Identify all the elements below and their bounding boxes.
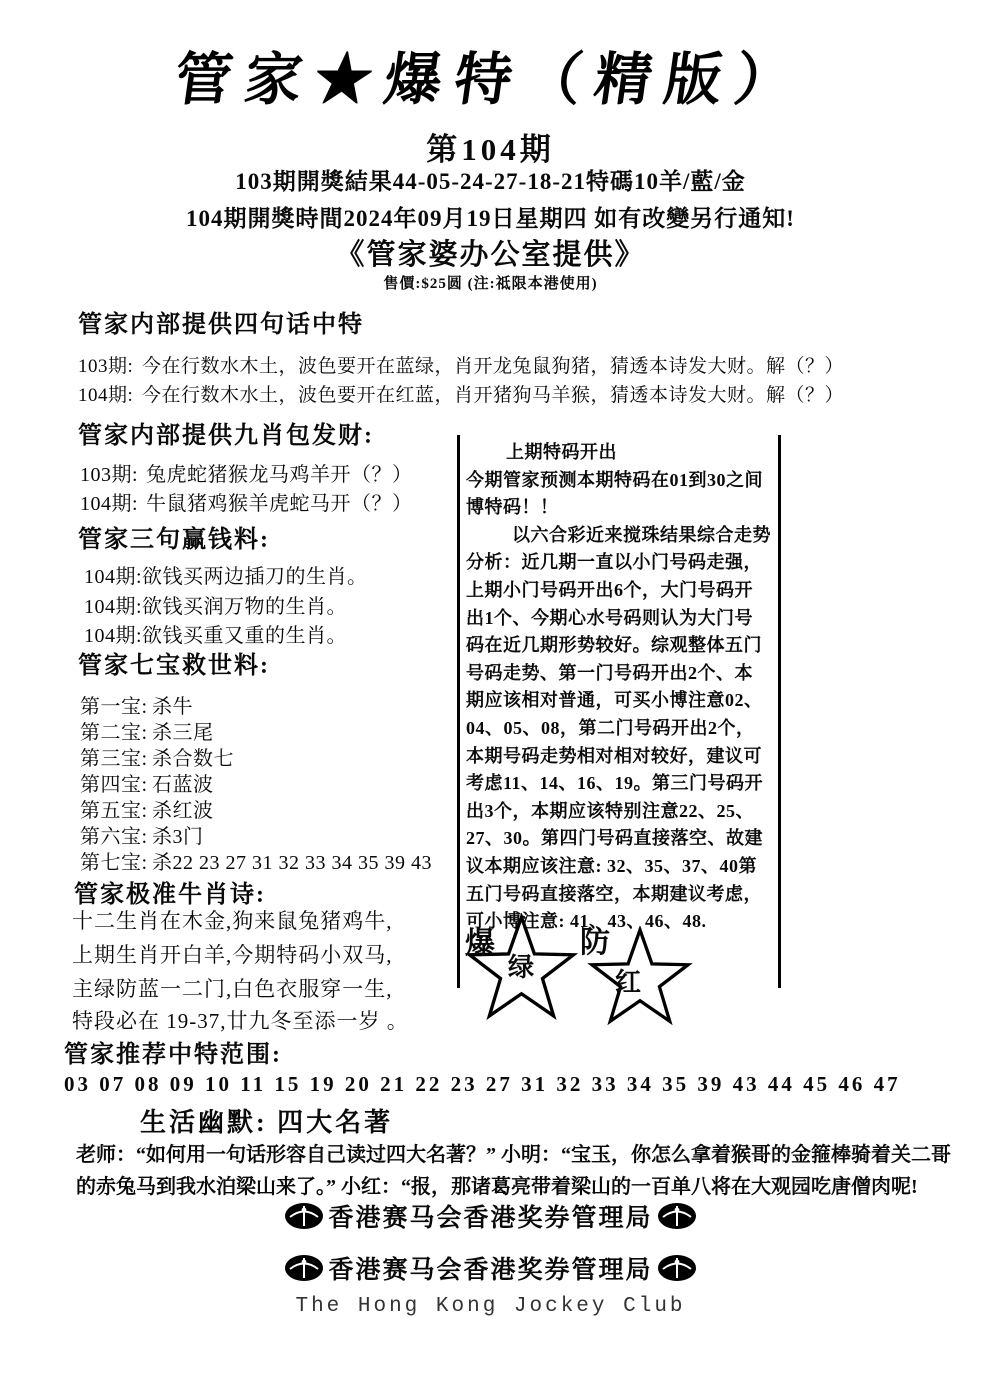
tip-text: 欲钱买重又重的生肖。 <box>142 625 347 647</box>
recommended-numbers: 03 07 08 09 10 11 15 19 20 21 22 23 27 31 32 33 34 35 39 43 44 45 46 47 <box>64 1072 901 1096</box>
nine-zodiac-row <box>80 487 413 516</box>
issue-label: 103期: <box>80 464 139 486</box>
section-heading-four-sentences: 管家内部提供四句话中特 <box>78 312 364 338</box>
footer-org-row <box>0 1198 981 1234</box>
issue-label: 104期: <box>84 596 143 618</box>
treasure-text: 杀3门 <box>152 826 204 848</box>
treasure-text: 杀三尾 <box>152 722 214 744</box>
poem-line: 上期生肖开白羊,今期特码小双马, <box>72 943 393 967</box>
analysis-text <box>466 439 772 936</box>
treasure-label: 第一宝: <box>80 696 148 718</box>
three-sentences-row <box>84 590 347 619</box>
hkjc-logo-icon <box>284 1254 324 1282</box>
issue-label: 104期: <box>84 625 143 647</box>
treasure-row <box>80 742 234 771</box>
treasure-text: 石蓝波 <box>152 774 214 796</box>
tip-text: 欲钱买润万物的生肖。 <box>142 596 347 618</box>
analysis-line: 以六合彩近来搅珠结果综合走势 <box>512 524 771 545</box>
treasure-label: 第五宝: <box>80 800 148 822</box>
burst-color-char: 绿 <box>508 953 535 982</box>
jockey-club-english-name: The Hong Kong Jockey Club <box>295 1295 686 1318</box>
tip-text: 今在行数水木土，波色要开在蓝绿，肖开龙兔鼠狗猪，猜透本诗发大财。解（？） <box>142 356 845 377</box>
humor-heading: 生活幽默: 四大名著 <box>140 1108 394 1137</box>
four-sentences-row <box>78 380 844 407</box>
footer-org-row <box>0 1250 981 1286</box>
treasure-text: 杀22 23 27 31 32 33 34 35 39 43 <box>152 852 432 874</box>
treasure-row <box>80 716 214 745</box>
analysis-line: 议本期应该注意: 32、35、37、40第 <box>466 855 757 876</box>
treasure-row <box>80 768 214 797</box>
guard-label: 防 <box>580 926 610 959</box>
price-note: 售價:$25圆 (注:祗限本港使用) <box>383 276 598 292</box>
draw-time-line: 104期開獎時間2024年09月19日星期四 如有改變另行通知! <box>186 206 795 231</box>
treasure-label: 第六宝: <box>80 826 148 848</box>
analysis-line: 考虑11、14、16、19。第三门号码开 <box>466 773 764 794</box>
humor-line: 老师：“如何用一句话形容自己读过四大名著？” 小明：“宝玉，你怎么拿着猴哥的金箍棒骑着关二哥 <box>76 1144 951 1166</box>
analysis-panel <box>457 435 781 997</box>
hkjc-logo-icon <box>657 1202 697 1230</box>
analysis-line: 上期小门号码开出6个，大门号码开 <box>466 579 753 600</box>
issue-label: 103期: <box>78 356 134 377</box>
four-sentences-row <box>78 351 844 378</box>
org-name: 香港赛马会香港奖券管理局 <box>328 1257 653 1284</box>
tip-text: 今在行数木水土，波色要开在红蓝，肖开猪狗马羊猴，猜透本诗发大财。解（？） <box>142 385 845 406</box>
hkjc-logo-icon <box>284 1202 324 1230</box>
analysis-line: 期应该相对普通，可买小博注意02、 <box>466 690 763 711</box>
tip-text: 兔虎蛇猪猴龙马鸡羊开（？） <box>146 464 413 486</box>
section-heading-seven-treasures: 管家七宝救世料: <box>78 653 270 679</box>
issue-number: 第104期 <box>426 132 555 167</box>
analysis-line: 码在近几期形势较好。综观整体五门 <box>466 635 762 656</box>
org-name: 香港赛马会香港奖券管理局 <box>328 1205 653 1232</box>
treasure-row <box>80 794 214 823</box>
analysis-line: 上期特码开出 <box>506 442 617 462</box>
analysis-line: 04、05、08，第二门号码开出2个， <box>466 717 755 738</box>
issue-label: 104期: <box>78 385 134 406</box>
section-heading-three-sentences: 管家三句赢钱料: <box>78 527 270 553</box>
analysis-line: 号码走势、第一门号码开出2个、本 <box>466 662 753 683</box>
poem-line: 十二生肖在木金,狗来鼠兔猪鸡牛, <box>72 909 393 933</box>
hkjc-logo-icon <box>657 1254 697 1282</box>
analysis-line: 五门号码直接落空，本期建议考虑， <box>466 883 762 904</box>
section-heading-zodiac-poem: 管家极准牛肖诗: <box>74 882 266 908</box>
provider-line: 《管家婆办公室提供》 <box>335 239 646 271</box>
analysis-line: 分析：近几期一直以小门号码走强， <box>466 552 762 573</box>
treasure-text: 杀红波 <box>152 800 214 822</box>
treasure-label: 第七宝: <box>80 852 148 874</box>
poem-line: 主绿防蓝一二门,白色衣服穿一生, <box>72 977 393 1001</box>
analysis-line: 27、30。第四门号码直接落空、故建 <box>466 828 763 849</box>
issue-label: 104期: <box>80 493 139 515</box>
analysis-line: 出1个、今期心水号码则认为大门号 <box>466 607 753 628</box>
treasure-text: 杀合数七 <box>152 748 234 770</box>
tip-text: 欲钱买两边插刀的生肖。 <box>142 566 368 588</box>
analysis-line: 今期管家预测本期特码在01到30之间 <box>466 469 763 490</box>
analysis-line: 博特码！！ <box>466 497 559 518</box>
nine-zodiac-row <box>80 458 413 487</box>
section-heading-nine-zodiac: 管家内部提供九肖包发财: <box>78 423 374 449</box>
treasure-label: 第二宝: <box>80 722 148 744</box>
treasure-label: 第三宝: <box>80 748 148 770</box>
humor-line: 的赤兔马到我水泊梁山来了。” 小红：“报，那诸葛亮带着梁山的一百单八将在大观园吃唐僧肉呢! <box>76 1176 918 1198</box>
tip-text: 牛鼠猪鸡猴羊虎蛇马开（？） <box>146 493 413 515</box>
poem-line: 特段必在 19-37,廿九冬至添一岁 。 <box>72 1009 409 1033</box>
treasure-row <box>80 846 432 875</box>
analysis-line: 出3个，本期应该特别注意22、25、 <box>466 800 754 821</box>
treasure-row <box>80 690 193 719</box>
section-heading-recommend-range: 管家推荐中特范围: <box>64 1042 282 1068</box>
guard-color-char: 红 <box>615 968 642 997</box>
analysis-line: 本期号码走势相对相对较好，建议可 <box>466 745 762 766</box>
treasure-label: 第四宝: <box>80 774 148 796</box>
burst-label: 爆 <box>465 927 495 960</box>
previous-result-line: 103期開獎結果44-05-24-27-18-21特碼10羊/藍/金 <box>235 169 746 194</box>
treasure-row <box>80 820 204 849</box>
analysis-line: 可小博注意: 41、43、46、48. <box>466 911 707 932</box>
page-title: 管家★爆特（精版） <box>170 49 810 112</box>
three-sentences-row <box>84 619 347 648</box>
three-sentences-row <box>84 560 368 589</box>
treasure-text: 杀牛 <box>152 696 193 718</box>
issue-label: 104期: <box>84 566 143 588</box>
